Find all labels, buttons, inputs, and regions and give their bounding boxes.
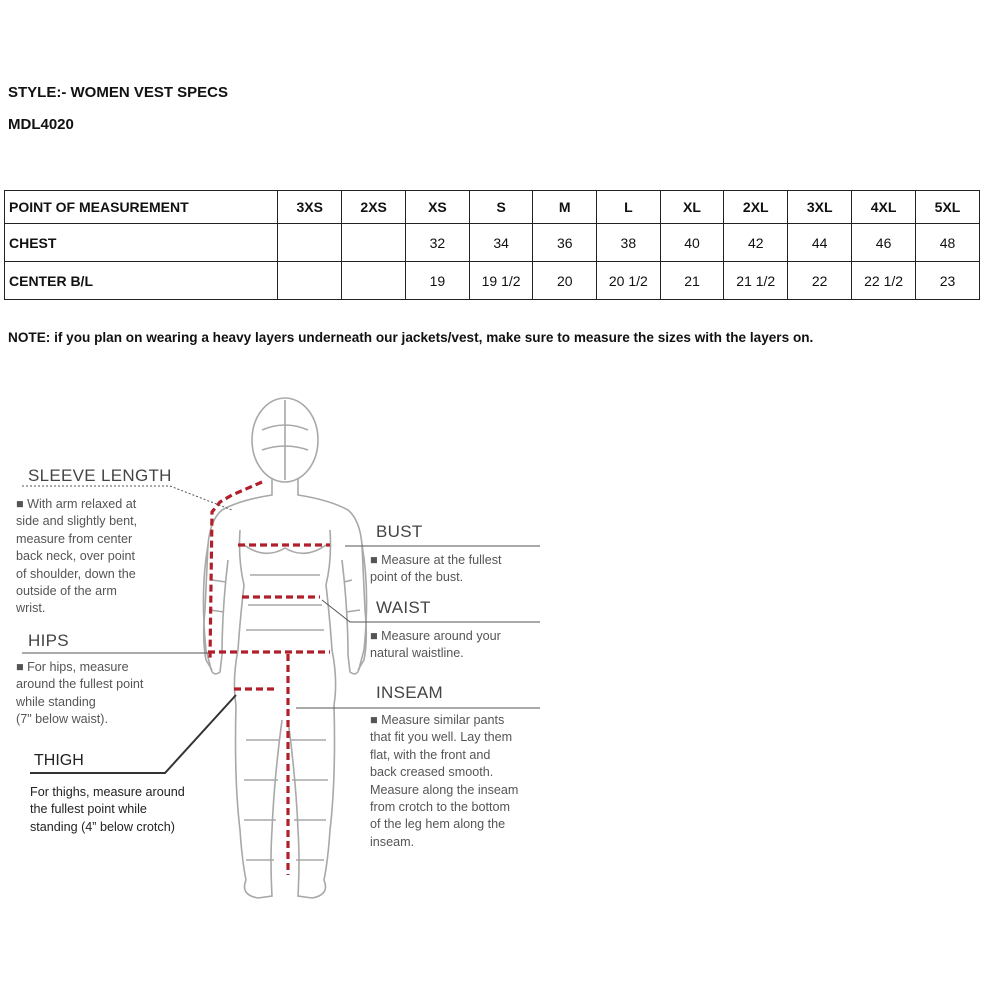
- style-title: STYLE:- WOMEN VEST SPECS: [8, 84, 229, 101]
- table-cell: 40: [660, 224, 724, 262]
- table-cell: 32: [406, 224, 470, 262]
- table-cell: [342, 224, 406, 262]
- table-cell: 21 1/2: [724, 262, 788, 300]
- table-cell: 20 1/2: [597, 262, 661, 300]
- size-spec-table: [4, 190, 980, 300]
- row-label: CENTER B/L: [5, 262, 278, 300]
- table-cell: 20: [533, 262, 597, 300]
- layering-note: NOTE: if you plan on wearing a heavy layers underneath our jackets/vest, make sure to measure the sizes with the layers on.: [8, 330, 814, 345]
- column-header: L: [597, 191, 661, 224]
- inseam-text: ■ Measure similar pants that fit you well. Lay them flat, with the front and back creased smooth. Measure along the inseam from crotch to the bottom of the leg hem along the inseam.: [370, 713, 519, 849]
- table-cell: 36: [533, 224, 597, 262]
- column-header: XS: [406, 191, 470, 224]
- table-cell: 21: [660, 262, 724, 300]
- column-header: XL: [660, 191, 724, 224]
- bust-title: BUST: [376, 522, 423, 541]
- hips-title: HIPS: [28, 631, 69, 650]
- table-cell: 19 1/2: [469, 262, 533, 300]
- waist-text: ■ Measure around your natural waistline.: [370, 629, 501, 661]
- column-header: 3XL: [788, 191, 852, 224]
- table-cell: [278, 224, 342, 262]
- waist-title: WAIST: [376, 598, 431, 617]
- column-header: M: [533, 191, 597, 224]
- bust-text: ■ Measure at the fullest point of the bust.: [370, 553, 502, 585]
- hips-text: ■ For hips, measure around the fullest point while standing (7" below waist).: [16, 660, 144, 727]
- table-row: [5, 262, 980, 300]
- table-cell: 42: [724, 224, 788, 262]
- column-header: 2XS: [342, 191, 406, 224]
- table-cell: 38: [597, 224, 661, 262]
- column-header: 4XL: [852, 191, 916, 224]
- row-label: CHEST: [5, 224, 278, 262]
- table-cell: 23: [916, 262, 980, 300]
- table-cell: 34: [469, 224, 533, 262]
- sleeve-length-title: SLEEVE LENGTH: [28, 466, 172, 485]
- table-cell: 19: [406, 262, 470, 300]
- measurement-lines: [208, 482, 330, 875]
- table-cell: 46: [852, 224, 916, 262]
- female-body-outline: [203, 398, 366, 898]
- sleeve-length-line: [210, 482, 262, 660]
- table-cell: [342, 262, 406, 300]
- column-header: 5XL: [916, 191, 980, 224]
- table-cell: 44: [788, 224, 852, 262]
- column-header: S: [469, 191, 533, 224]
- table-cell: 48: [916, 224, 980, 262]
- table-cell: 22: [788, 262, 852, 300]
- thigh-text: For thighs, measure around the fullest point while standing (4” below crotch): [30, 785, 185, 834]
- model-number: MDL4020: [8, 116, 74, 133]
- column-header: 3XS: [278, 191, 342, 224]
- column-header: POINT OF MEASUREMENT: [5, 191, 278, 224]
- table-cell: [278, 262, 342, 300]
- column-header: 2XL: [724, 191, 788, 224]
- thigh-title: THIGH: [34, 752, 84, 769]
- sleeve-length-text: ■ With arm relaxed at side and slightly bent, measure from center back neck, over point of shoulder, down the outside of the arm wrist.: [16, 497, 138, 616]
- table-header-row: [5, 191, 980, 224]
- inseam-title: INSEAM: [376, 683, 443, 702]
- table-cell: 22 1/2: [852, 262, 916, 300]
- table-row: [5, 224, 980, 262]
